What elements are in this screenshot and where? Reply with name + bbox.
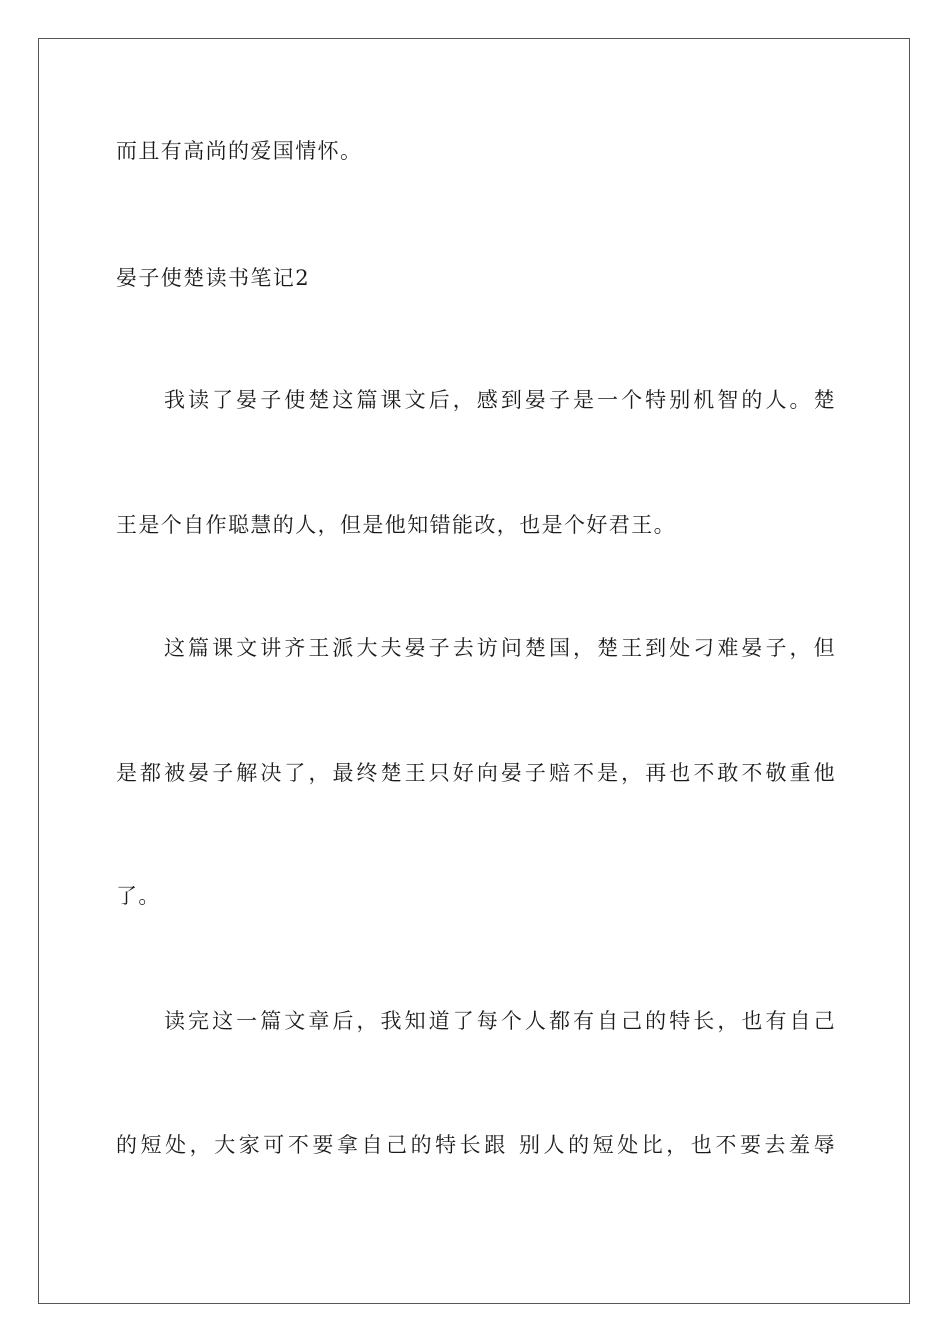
paragraph-line-1-start: 我读了晏子使楚这篇课文后，感到晏子是一个特别机智的人。楚: [164, 388, 836, 412]
paragraph-line-closing: 而且有高尚的爱国情怀。: [116, 139, 363, 163]
paragraph-line-1-end: 王是个自作聪慧的人，但是他知错能改，也是个好君王。: [116, 513, 676, 537]
paragraph-line-3-start: 读完这一篇文章后，我知道了每个人都有自己的特长，也有自己: [164, 1009, 836, 1033]
section-heading: 晏子使楚读书笔记2: [116, 266, 310, 290]
paragraph-line-3-continued: 的短处，大家可不要拿自己的特长跟 别人的短处比，也不要去羞辱: [116, 1133, 836, 1157]
page-border: [38, 38, 910, 1304]
paragraph-line-2-middle: 是都被晏子解决了，最终楚王只好向晏子赔不是，再也不敢不敬重他: [116, 761, 836, 785]
paragraph-line-2-end: 了。: [116, 884, 161, 908]
paragraph-line-2-start: 这篇课文讲齐王派大夫晏子去访问楚国，楚王到处刁难晏子，但: [164, 636, 836, 660]
